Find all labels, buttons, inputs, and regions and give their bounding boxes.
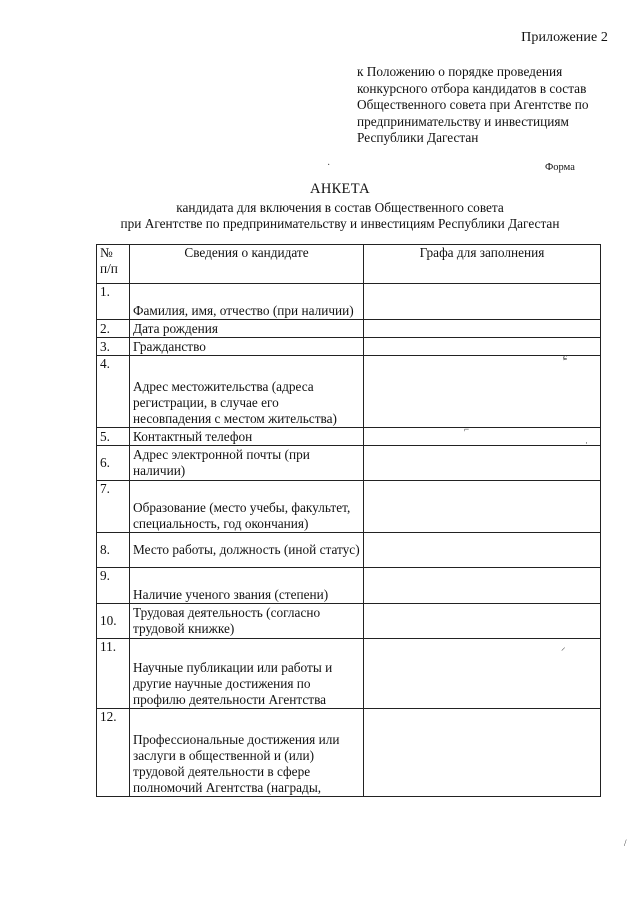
form-label: Форма xyxy=(545,162,575,173)
row-number: 6. xyxy=(97,446,130,481)
row-label: Наличие ученого звания (степени) xyxy=(130,568,364,604)
row-label: Научные публикации или работы и другие научные достижения по профилю деятельности Агентства xyxy=(130,639,364,709)
ink-mark: ɕ xyxy=(563,352,567,362)
row-label: Адрес местожительства (адреса регистрации, в случае его несовпадения с местом жительства) xyxy=(130,356,364,428)
document-subtitle xyxy=(0,200,640,232)
fill-cell[interactable] xyxy=(364,568,601,604)
fill-cell[interactable] xyxy=(364,481,601,533)
table-row xyxy=(97,709,601,797)
row-number: 1. xyxy=(97,284,130,320)
row-number: 11. xyxy=(97,639,130,709)
fill-cell[interactable] xyxy=(364,284,601,320)
table-row xyxy=(97,639,601,709)
row-number: 8. xyxy=(97,533,130,568)
row-label: Адрес электронной почты (при наличии) xyxy=(130,446,364,481)
table-row xyxy=(97,568,601,604)
row-label: Образование (место учебы, факультет, специальность, год окончания) xyxy=(130,481,364,533)
row-number: 2. xyxy=(97,320,130,338)
row-label: Место работы, должность (иной статус) xyxy=(130,533,364,568)
row-number: 10. xyxy=(97,604,130,639)
questionnaire-table xyxy=(96,244,601,797)
column-header-info: Сведения о кандидате xyxy=(130,245,364,284)
row-number: 5. xyxy=(97,428,130,446)
row-number: 4. xyxy=(97,356,130,428)
table-row xyxy=(97,446,601,481)
table-row xyxy=(97,481,601,533)
table-row xyxy=(97,428,601,446)
document-title: АНКЕТА xyxy=(310,181,370,197)
row-label: Гражданство xyxy=(130,338,364,356)
fill-cell[interactable] xyxy=(364,428,601,446)
fill-cell[interactable] xyxy=(364,356,601,428)
subtitle-line-2: при Агентстве по предпринимательству и инвестициям Республики Дагестан xyxy=(120,216,560,231)
appendix-title: Приложение 2 xyxy=(521,30,608,45)
row-number: 3. xyxy=(97,338,130,356)
row-label: Трудовая деятельность (согласно трудовой книжке) xyxy=(130,604,364,639)
row-number: 12. xyxy=(97,709,130,797)
fill-cell[interactable] xyxy=(364,320,601,338)
row-label: Профессиональные достижения или заслуги в общественной и (или) трудовой деятельности в сфере полномочий Агентства (награды, xyxy=(130,709,364,797)
subtitle-line-1: кандидата для включения в состав Общественного совета xyxy=(176,200,504,215)
table-header-row xyxy=(97,245,601,284)
ink-mark: ⸝ xyxy=(561,642,566,652)
ink-mark: / xyxy=(624,838,627,848)
ink-mark: ⌐ xyxy=(464,424,470,434)
row-label: Дата рождения xyxy=(130,320,364,338)
fill-cell[interactable] xyxy=(364,709,601,797)
column-header-number: № п/п xyxy=(97,245,130,284)
fill-cell[interactable] xyxy=(364,604,601,639)
row-label: Фамилия, имя, отчество (при наличии) xyxy=(130,284,364,320)
fill-cell[interactable] xyxy=(364,533,601,568)
row-label: Контактный телефон xyxy=(130,428,364,446)
table-row xyxy=(97,338,601,356)
table-row xyxy=(97,356,601,428)
scan-dot-mark: · xyxy=(327,160,331,171)
row-number: 7. xyxy=(97,481,130,533)
ink-mark: · xyxy=(585,438,588,448)
table-row xyxy=(97,604,601,639)
column-header-fill: Графа для заполнения xyxy=(364,245,601,284)
fill-cell[interactable] xyxy=(364,446,601,481)
table-row xyxy=(97,533,601,568)
regulation-reference: к Положению о порядке проведения конкурсного отбора кандидатов в состав Общественного совета при Агентстве по предпринимательству и инвестициям Республики Дагестан xyxy=(357,64,589,145)
table-row xyxy=(97,320,601,338)
row-number: 9. xyxy=(97,568,130,604)
table-row xyxy=(97,284,601,320)
